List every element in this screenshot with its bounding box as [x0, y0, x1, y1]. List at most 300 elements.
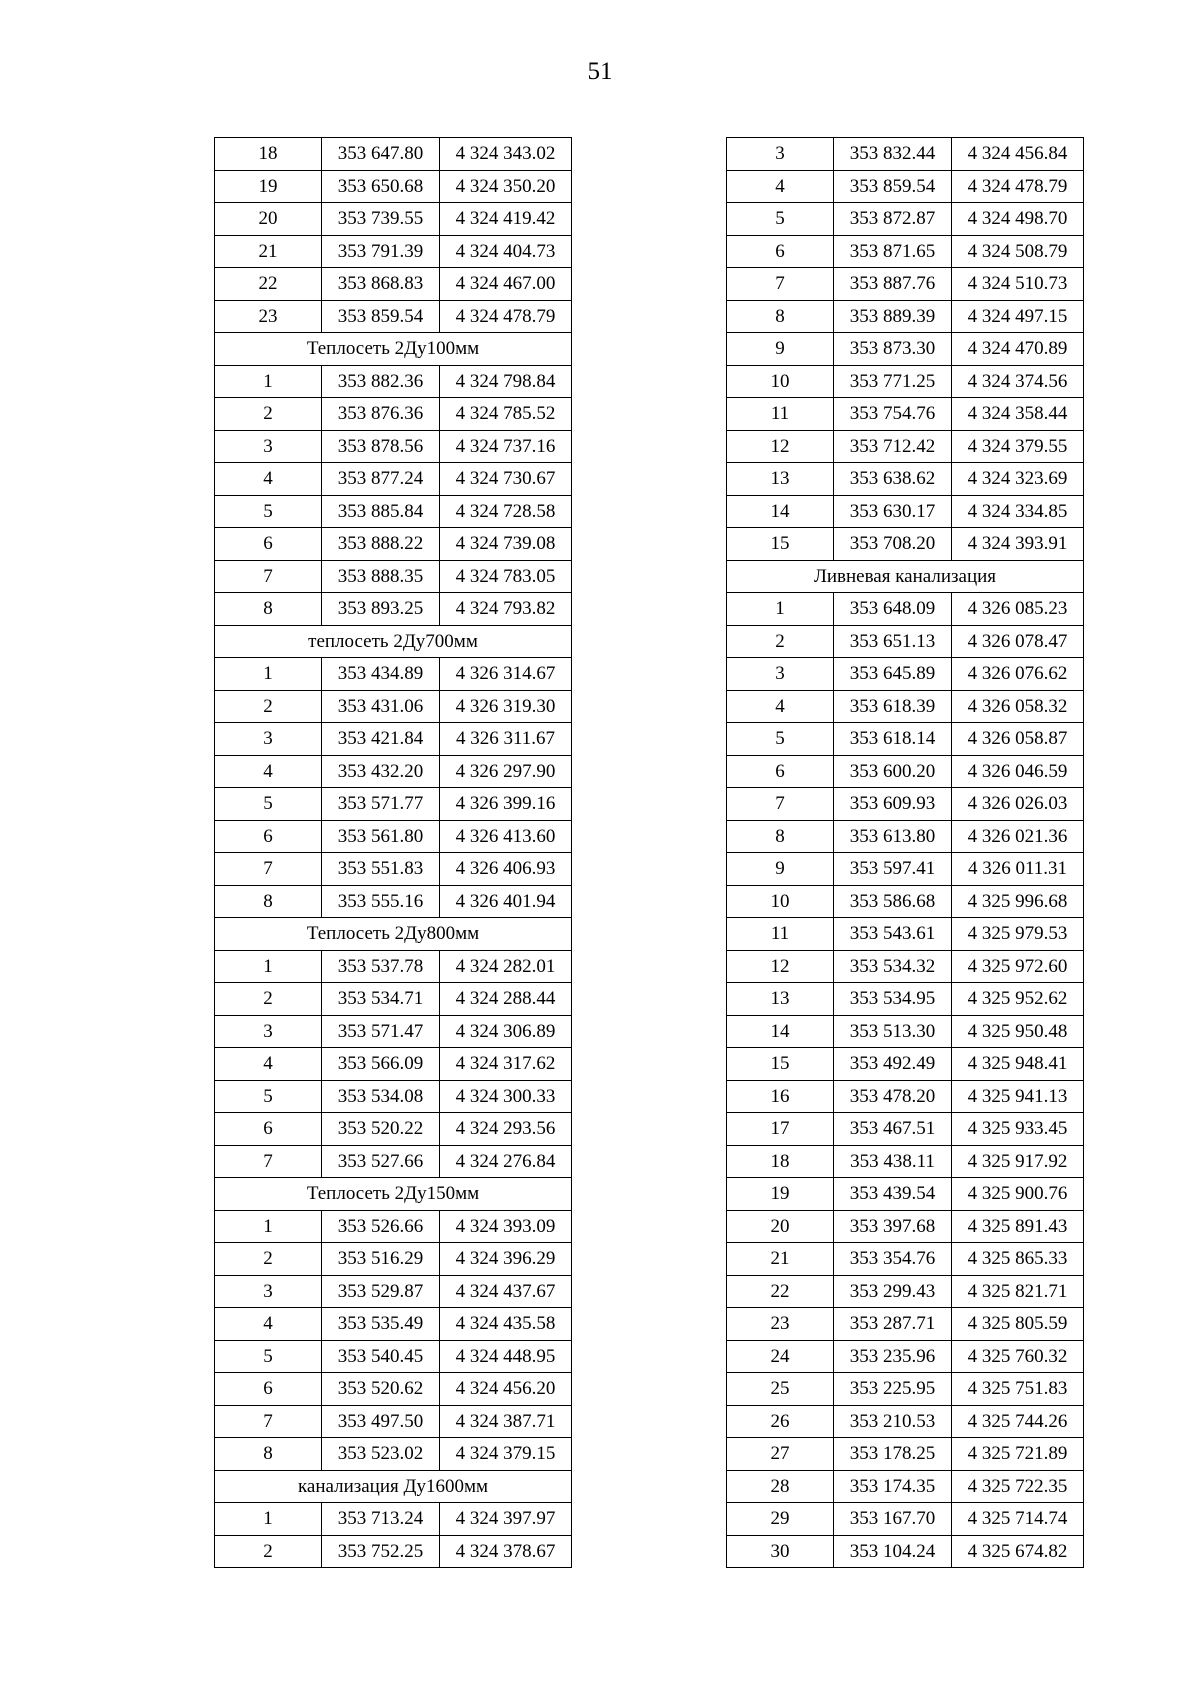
table-row [215, 1145, 572, 1178]
point-number-cell: 3 [727, 658, 834, 691]
y-coordinate-cell: 4 325 933.45 [952, 1113, 1084, 1146]
table-row [727, 1048, 1084, 1081]
table-row [215, 170, 572, 203]
table-row [727, 593, 1084, 626]
x-coordinate-cell: 353 877.24 [322, 463, 440, 496]
point-number-cell: 18 [727, 1145, 834, 1178]
point-number-cell: 30 [727, 1535, 834, 1568]
point-number-cell: 17 [727, 1113, 834, 1146]
table-row [215, 1015, 572, 1048]
x-coordinate-cell: 353 889.39 [834, 300, 952, 333]
y-coordinate-cell: 4 325 674.82 [952, 1535, 1084, 1568]
y-coordinate-cell: 4 325 722.35 [952, 1470, 1084, 1503]
x-coordinate-cell: 353 520.22 [322, 1113, 440, 1146]
y-coordinate-cell: 4 324 334.85 [952, 495, 1084, 528]
point-number-cell: 7 [215, 560, 322, 593]
x-coordinate-cell: 353 868.83 [322, 268, 440, 301]
point-number-cell: 7 [215, 1405, 322, 1438]
y-coordinate-cell: 4 325 996.68 [952, 885, 1084, 918]
y-coordinate-cell: 4 324 300.33 [440, 1080, 572, 1113]
section-header-row [215, 918, 572, 951]
y-coordinate-cell: 4 324 387.71 [440, 1405, 572, 1438]
point-number-cell: 12 [727, 950, 834, 983]
point-number-cell: 15 [727, 1048, 834, 1081]
y-coordinate-cell: 4 324 798.84 [440, 365, 572, 398]
x-coordinate-cell: 353 888.22 [322, 528, 440, 561]
x-coordinate-cell: 353 712.42 [834, 430, 952, 463]
point-number-cell: 20 [215, 203, 322, 236]
table-row [215, 495, 572, 528]
table-row [727, 853, 1084, 886]
table-row [727, 1275, 1084, 1308]
y-coordinate-cell: 4 325 805.59 [952, 1308, 1084, 1341]
y-coordinate-cell: 4 324 456.84 [952, 138, 1084, 171]
y-coordinate-cell: 4 324 467.00 [440, 268, 572, 301]
table-row [727, 788, 1084, 821]
x-coordinate-cell: 353 871.65 [834, 235, 952, 268]
point-number-cell: 28 [727, 1470, 834, 1503]
y-coordinate-cell: 4 324 282.01 [440, 950, 572, 983]
table-row [727, 365, 1084, 398]
x-coordinate-cell: 353 492.49 [834, 1048, 952, 1081]
x-coordinate-cell: 353 613.80 [834, 820, 952, 853]
point-number-cell: 3 [215, 723, 322, 756]
point-number-cell: 8 [215, 885, 322, 918]
x-coordinate-cell: 353 638.62 [834, 463, 952, 496]
y-coordinate-cell: 4 325 760.32 [952, 1340, 1084, 1373]
point-number-cell: 5 [215, 1340, 322, 1373]
y-coordinate-cell: 4 325 865.33 [952, 1243, 1084, 1276]
table-row [215, 235, 572, 268]
point-number-cell: 4 [727, 690, 834, 723]
table-row [727, 690, 1084, 723]
table-row [727, 463, 1084, 496]
point-number-cell: 21 [215, 235, 322, 268]
x-coordinate-cell: 353 645.89 [834, 658, 952, 691]
table-row [215, 1275, 572, 1308]
table-row [215, 300, 572, 333]
x-coordinate-cell: 353 174.35 [834, 1470, 952, 1503]
x-coordinate-cell: 353 534.95 [834, 983, 952, 1016]
table-row [215, 365, 572, 398]
point-number-cell: 6 [215, 1373, 322, 1406]
y-coordinate-cell: 4 326 413.60 [440, 820, 572, 853]
y-coordinate-cell: 4 326 026.03 [952, 788, 1084, 821]
point-number-cell: 9 [727, 333, 834, 366]
x-coordinate-cell: 353 597.41 [834, 853, 952, 886]
y-coordinate-cell: 4 326 076.62 [952, 658, 1084, 691]
y-coordinate-cell: 4 324 396.29 [440, 1243, 572, 1276]
y-coordinate-cell: 4 324 478.79 [952, 170, 1084, 203]
y-coordinate-cell: 4 324 783.05 [440, 560, 572, 593]
x-coordinate-cell: 353 287.71 [834, 1308, 952, 1341]
point-number-cell: 11 [727, 918, 834, 951]
point-number-cell: 15 [727, 528, 834, 561]
table-row [727, 820, 1084, 853]
table-row [215, 463, 572, 496]
y-coordinate-cell: 4 324 393.09 [440, 1210, 572, 1243]
y-coordinate-cell: 4 324 293.56 [440, 1113, 572, 1146]
point-number-cell: 5 [727, 723, 834, 756]
table-row [727, 1178, 1084, 1211]
point-number-cell: 6 [727, 755, 834, 788]
x-coordinate-cell: 353 878.56 [322, 430, 440, 463]
x-coordinate-cell: 353 618.39 [834, 690, 952, 723]
point-number-cell: 18 [215, 138, 322, 171]
x-coordinate-cell: 353 104.24 [834, 1535, 952, 1568]
section-header-row [215, 1470, 572, 1503]
y-coordinate-cell: 4 324 397.97 [440, 1503, 572, 1536]
x-coordinate-cell: 353 299.43 [834, 1275, 952, 1308]
point-number-cell: 16 [727, 1080, 834, 1113]
table-row [215, 1503, 572, 1536]
point-number-cell: 11 [727, 398, 834, 431]
x-coordinate-cell: 353 630.17 [834, 495, 952, 528]
y-coordinate-cell: 4 324 378.67 [440, 1535, 572, 1568]
point-number-cell: 29 [727, 1503, 834, 1536]
table-row [215, 138, 572, 171]
table-row [727, 398, 1084, 431]
y-coordinate-cell: 4 324 306.89 [440, 1015, 572, 1048]
point-number-cell: 26 [727, 1405, 834, 1438]
table-row [727, 203, 1084, 236]
point-number-cell: 27 [727, 1438, 834, 1471]
y-coordinate-cell: 4 325 941.13 [952, 1080, 1084, 1113]
table-row [215, 528, 572, 561]
point-number-cell: 5 [215, 788, 322, 821]
y-coordinate-cell: 4 324 358.44 [952, 398, 1084, 431]
point-number-cell: 2 [215, 398, 322, 431]
y-coordinate-cell: 4 325 900.76 [952, 1178, 1084, 1211]
x-coordinate-cell: 353 859.54 [834, 170, 952, 203]
y-coordinate-cell: 4 326 314.67 [440, 658, 572, 691]
table-row [215, 788, 572, 821]
y-coordinate-cell: 4 326 319.30 [440, 690, 572, 723]
x-coordinate-cell: 353 527.66 [322, 1145, 440, 1178]
table-row [727, 268, 1084, 301]
table-row [215, 430, 572, 463]
x-coordinate-cell: 353 478.20 [834, 1080, 952, 1113]
point-number-cell: 4 [215, 1308, 322, 1341]
y-coordinate-cell: 4 324 276.84 [440, 1145, 572, 1178]
table-row [727, 138, 1084, 171]
x-coordinate-cell: 353 566.09 [322, 1048, 440, 1081]
y-coordinate-cell: 4 325 979.53 [952, 918, 1084, 951]
table-row [727, 723, 1084, 756]
x-coordinate-cell: 353 397.68 [834, 1210, 952, 1243]
table-row [727, 1080, 1084, 1113]
x-coordinate-cell: 353 885.84 [322, 495, 440, 528]
x-coordinate-cell: 353 571.77 [322, 788, 440, 821]
point-number-cell: 2 [215, 983, 322, 1016]
y-coordinate-cell: 4 325 950.48 [952, 1015, 1084, 1048]
y-coordinate-cell: 4 325 952.62 [952, 983, 1084, 1016]
point-number-cell: 2 [215, 1243, 322, 1276]
y-coordinate-cell: 4 324 470.89 [952, 333, 1084, 366]
point-number-cell: 7 [727, 788, 834, 821]
x-coordinate-cell: 353 467.51 [834, 1113, 952, 1146]
y-coordinate-cell: 4 324 323.69 [952, 463, 1084, 496]
y-coordinate-cell: 4 324 456.20 [440, 1373, 572, 1406]
x-coordinate-cell: 353 832.44 [834, 138, 952, 171]
y-coordinate-cell: 4 324 508.79 [952, 235, 1084, 268]
y-coordinate-cell: 4 326 401.94 [440, 885, 572, 918]
x-coordinate-cell: 353 167.70 [834, 1503, 952, 1536]
point-number-cell: 23 [215, 300, 322, 333]
x-coordinate-cell: 353 534.32 [834, 950, 952, 983]
y-coordinate-cell: 4 325 751.83 [952, 1373, 1084, 1406]
y-coordinate-cell: 4 325 891.43 [952, 1210, 1084, 1243]
y-coordinate-cell: 4 324 785.52 [440, 398, 572, 431]
x-coordinate-cell: 353 225.95 [834, 1373, 952, 1406]
point-number-cell: 24 [727, 1340, 834, 1373]
x-coordinate-cell: 353 893.25 [322, 593, 440, 626]
point-number-cell: 4 [727, 170, 834, 203]
y-coordinate-cell: 4 324 343.02 [440, 138, 572, 171]
section-title: канализация Ду1600мм [215, 1470, 572, 1503]
table-row [215, 690, 572, 723]
x-coordinate-cell: 353 551.83 [322, 853, 440, 886]
point-number-cell: 1 [727, 593, 834, 626]
coordinates-table-right [726, 137, 1084, 1568]
point-number-cell: 9 [727, 853, 834, 886]
x-coordinate-cell: 353 523.02 [322, 1438, 440, 1471]
x-coordinate-cell: 353 873.30 [834, 333, 952, 366]
y-coordinate-cell: 4 325 744.26 [952, 1405, 1084, 1438]
table-row [727, 1503, 1084, 1536]
section-title: Теплосеть 2Ду800мм [215, 918, 572, 951]
table-row [215, 1210, 572, 1243]
y-coordinate-cell: 4 324 350.20 [440, 170, 572, 203]
y-coordinate-cell: 4 326 078.47 [952, 625, 1084, 658]
point-number-cell: 10 [727, 885, 834, 918]
point-number-cell: 1 [215, 1210, 322, 1243]
x-coordinate-cell: 353 651.13 [834, 625, 952, 658]
table-row [727, 950, 1084, 983]
table-row [215, 755, 572, 788]
y-coordinate-cell: 4 326 311.67 [440, 723, 572, 756]
x-coordinate-cell: 353 739.55 [322, 203, 440, 236]
table-row [727, 983, 1084, 1016]
point-number-cell: 6 [215, 528, 322, 561]
x-coordinate-cell: 353 526.66 [322, 1210, 440, 1243]
table-row [727, 1470, 1084, 1503]
y-coordinate-cell: 4 324 510.73 [952, 268, 1084, 301]
point-number-cell: 22 [727, 1275, 834, 1308]
table-row [727, 755, 1084, 788]
x-coordinate-cell: 353 752.25 [322, 1535, 440, 1568]
y-coordinate-cell: 4 324 379.55 [952, 430, 1084, 463]
table-row [727, 300, 1084, 333]
x-coordinate-cell: 353 771.25 [834, 365, 952, 398]
table-row [727, 1308, 1084, 1341]
section-title: теплосеть 2Ду700мм [215, 625, 572, 658]
x-coordinate-cell: 353 431.06 [322, 690, 440, 723]
table-row [215, 398, 572, 431]
x-coordinate-cell: 353 516.29 [322, 1243, 440, 1276]
point-number-cell: 13 [727, 983, 834, 1016]
point-number-cell: 22 [215, 268, 322, 301]
table-row [215, 1113, 572, 1146]
y-coordinate-cell: 4 325 714.74 [952, 1503, 1084, 1536]
table-row [727, 235, 1084, 268]
point-number-cell: 4 [215, 1048, 322, 1081]
section-title: Ливневая канализация [727, 560, 1084, 593]
coordinates-table-right-body [727, 138, 1084, 1568]
table-row [215, 1438, 572, 1471]
x-coordinate-cell: 353 600.20 [834, 755, 952, 788]
y-coordinate-cell: 4 324 478.79 [440, 300, 572, 333]
table-row [215, 1308, 572, 1341]
table-row [727, 528, 1084, 561]
section-title: Теплосеть 2Ду100мм [215, 333, 572, 366]
table-row [215, 1405, 572, 1438]
point-number-cell: 1 [215, 658, 322, 691]
table-row [727, 918, 1084, 951]
x-coordinate-cell: 353 586.68 [834, 885, 952, 918]
point-number-cell: 2 [215, 690, 322, 723]
x-coordinate-cell: 353 555.16 [322, 885, 440, 918]
coordinates-table-left-body [215, 138, 572, 1568]
x-coordinate-cell: 353 537.78 [322, 950, 440, 983]
table-row [727, 1210, 1084, 1243]
point-number-cell: 6 [215, 1113, 322, 1146]
table-row [215, 658, 572, 691]
x-coordinate-cell: 353 888.35 [322, 560, 440, 593]
table-row [727, 170, 1084, 203]
table-row [215, 593, 572, 626]
table-row [215, 853, 572, 886]
table-row [727, 625, 1084, 658]
table-row [215, 560, 572, 593]
section-title: Теплосеть 2Ду150мм [215, 1178, 572, 1211]
point-number-cell: 1 [215, 365, 322, 398]
table-row [215, 983, 572, 1016]
x-coordinate-cell: 353 618.14 [834, 723, 952, 756]
table-row [727, 1113, 1084, 1146]
y-coordinate-cell: 4 324 498.70 [952, 203, 1084, 236]
y-coordinate-cell: 4 324 393.91 [952, 528, 1084, 561]
y-coordinate-cell: 4 325 948.41 [952, 1048, 1084, 1081]
point-number-cell: 25 [727, 1373, 834, 1406]
point-number-cell: 10 [727, 365, 834, 398]
point-number-cell: 6 [215, 820, 322, 853]
point-number-cell: 12 [727, 430, 834, 463]
table-row [215, 1373, 572, 1406]
y-coordinate-cell: 4 325 917.92 [952, 1145, 1084, 1178]
x-coordinate-cell: 353 438.11 [834, 1145, 952, 1178]
point-number-cell: 1 [215, 950, 322, 983]
point-number-cell: 23 [727, 1308, 834, 1341]
x-coordinate-cell: 353 540.45 [322, 1340, 440, 1373]
y-coordinate-cell: 4 324 317.62 [440, 1048, 572, 1081]
x-coordinate-cell: 353 882.36 [322, 365, 440, 398]
x-coordinate-cell: 353 235.96 [834, 1340, 952, 1373]
table-row [215, 203, 572, 236]
point-number-cell: 8 [215, 593, 322, 626]
point-number-cell: 19 [215, 170, 322, 203]
point-number-cell: 5 [727, 203, 834, 236]
y-coordinate-cell: 4 324 379.15 [440, 1438, 572, 1471]
x-coordinate-cell: 353 421.84 [322, 723, 440, 756]
point-number-cell: 13 [727, 463, 834, 496]
section-header-row [215, 625, 572, 658]
point-number-cell: 3 [727, 138, 834, 171]
point-number-cell: 2 [215, 1535, 322, 1568]
point-number-cell: 1 [215, 1503, 322, 1536]
y-coordinate-cell: 4 324 404.73 [440, 235, 572, 268]
y-coordinate-cell: 4 324 448.95 [440, 1340, 572, 1373]
y-coordinate-cell: 4 324 435.58 [440, 1308, 572, 1341]
x-coordinate-cell: 353 354.76 [834, 1243, 952, 1276]
y-coordinate-cell: 4 325 821.71 [952, 1275, 1084, 1308]
y-coordinate-cell: 4 324 728.58 [440, 495, 572, 528]
y-coordinate-cell: 4 324 793.82 [440, 593, 572, 626]
y-coordinate-cell: 4 324 730.67 [440, 463, 572, 496]
y-coordinate-cell: 4 324 419.42 [440, 203, 572, 236]
table-row [727, 333, 1084, 366]
table-row [727, 1405, 1084, 1438]
table-row [727, 1015, 1084, 1048]
x-coordinate-cell: 353 708.20 [834, 528, 952, 561]
point-number-cell: 3 [215, 1275, 322, 1308]
y-coordinate-cell: 4 326 058.87 [952, 723, 1084, 756]
section-header-row [215, 1178, 572, 1211]
table-row [215, 885, 572, 918]
x-coordinate-cell: 353 609.93 [834, 788, 952, 821]
x-coordinate-cell: 353 571.47 [322, 1015, 440, 1048]
x-coordinate-cell: 353 529.87 [322, 1275, 440, 1308]
point-number-cell: 14 [727, 495, 834, 528]
point-number-cell: 20 [727, 1210, 834, 1243]
x-coordinate-cell: 353 887.76 [834, 268, 952, 301]
x-coordinate-cell: 353 534.71 [322, 983, 440, 1016]
x-coordinate-cell: 353 535.49 [322, 1308, 440, 1341]
x-coordinate-cell: 353 876.36 [322, 398, 440, 431]
point-number-cell: 2 [727, 625, 834, 658]
x-coordinate-cell: 353 534.08 [322, 1080, 440, 1113]
table-row [727, 885, 1084, 918]
table-row [727, 1243, 1084, 1276]
x-coordinate-cell: 353 872.87 [834, 203, 952, 236]
table-row [215, 268, 572, 301]
point-number-cell: 14 [727, 1015, 834, 1048]
section-header-row [727, 560, 1084, 593]
point-number-cell: 7 [215, 853, 322, 886]
table-row [727, 430, 1084, 463]
point-number-cell: 7 [727, 268, 834, 301]
table-row [727, 658, 1084, 691]
point-number-cell: 3 [215, 430, 322, 463]
x-coordinate-cell: 353 754.76 [834, 398, 952, 431]
x-coordinate-cell: 353 650.68 [322, 170, 440, 203]
x-coordinate-cell: 353 791.39 [322, 235, 440, 268]
point-number-cell: 8 [727, 300, 834, 333]
y-coordinate-cell: 4 324 374.56 [952, 365, 1084, 398]
table-row [215, 1340, 572, 1373]
y-coordinate-cell: 4 325 721.89 [952, 1438, 1084, 1471]
point-number-cell: 21 [727, 1243, 834, 1276]
coordinates-table-left [214, 137, 572, 1568]
point-number-cell: 8 [727, 820, 834, 853]
x-coordinate-cell: 353 432.20 [322, 755, 440, 788]
table-row [727, 1438, 1084, 1471]
y-coordinate-cell: 4 326 406.93 [440, 853, 572, 886]
x-coordinate-cell: 353 178.25 [834, 1438, 952, 1471]
x-coordinate-cell: 353 210.53 [834, 1405, 952, 1438]
table-row [215, 820, 572, 853]
x-coordinate-cell: 353 713.24 [322, 1503, 440, 1536]
